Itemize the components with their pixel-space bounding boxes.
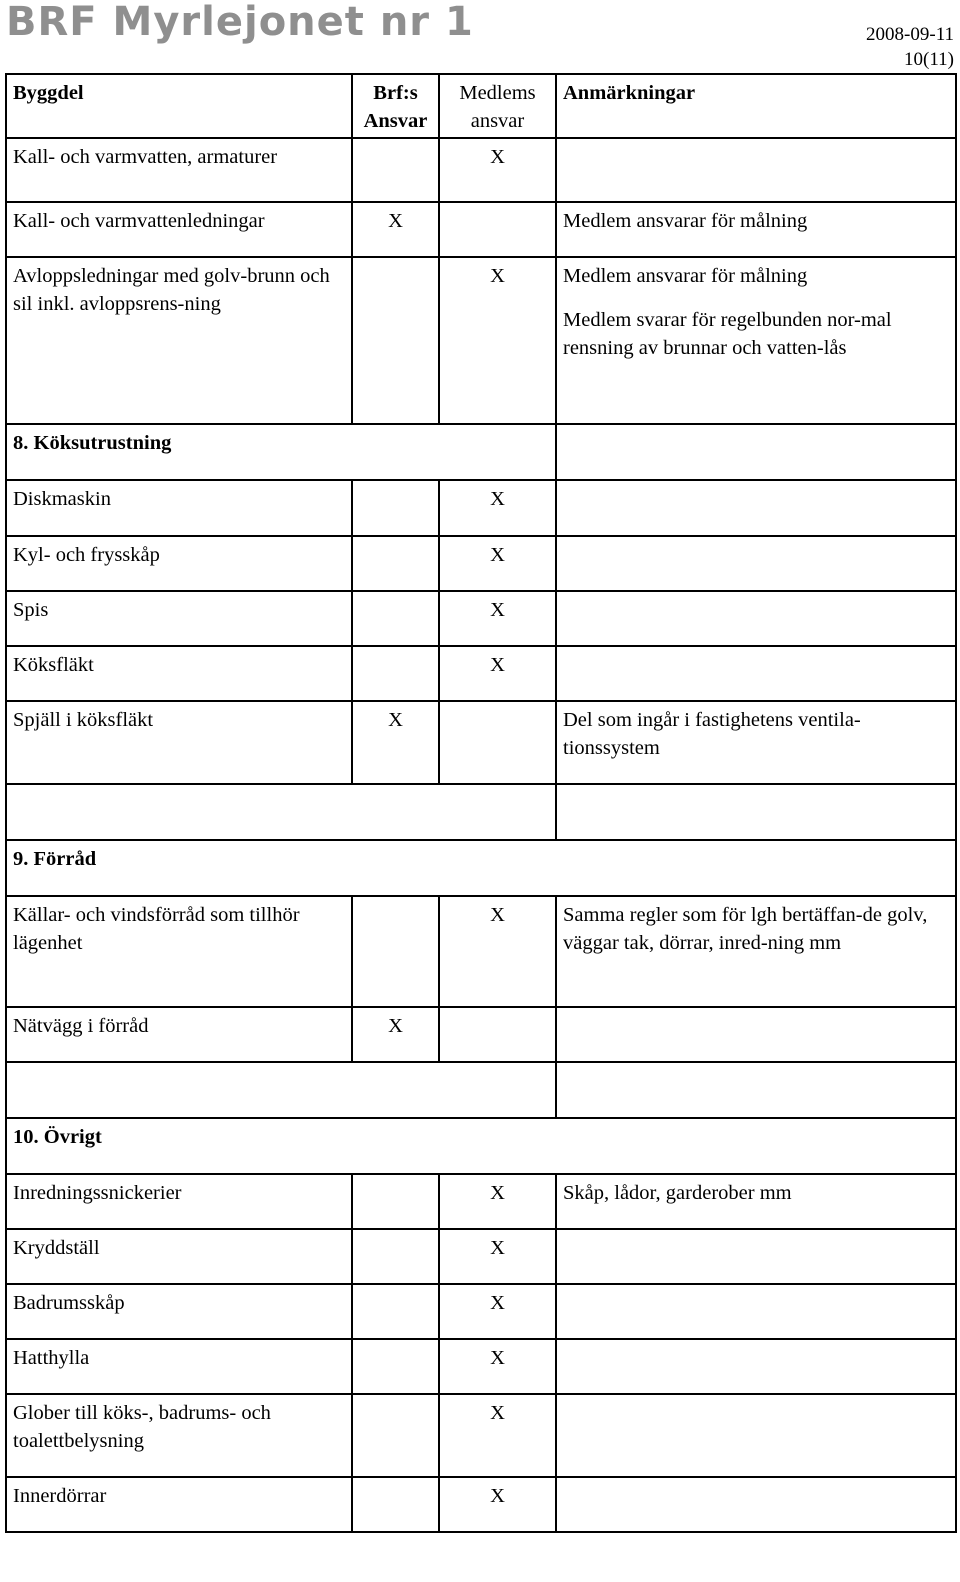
row-notes (556, 257, 956, 424)
section-row (6, 840, 956, 896)
row-notes (556, 1339, 956, 1394)
row-part: Avloppsledningar med golv-brunn och sil inkl. avloppsrens-ning (6, 257, 352, 424)
spacer-cell (6, 784, 556, 840)
table-row (6, 1229, 956, 1284)
section-row (6, 1118, 956, 1174)
table-row (6, 701, 956, 784)
row-part: Köksfläkt (6, 646, 352, 701)
row-member: X (439, 138, 556, 202)
table-row (6, 646, 956, 701)
row-brf: X (352, 1007, 439, 1062)
row-notes (556, 1394, 956, 1477)
row-member (439, 701, 556, 784)
row-member: X (439, 1477, 556, 1532)
row-brf (352, 138, 439, 202)
row-part: Källar- och vindsförråd som tillhör lägenhet (6, 896, 352, 1007)
spacer-row (6, 784, 956, 840)
row-member: X (439, 1284, 556, 1339)
row-part: Innerdörrar (6, 1477, 352, 1532)
section-heading: 8. Köksutrustning (6, 424, 556, 480)
row-member (439, 202, 556, 257)
row-member: X (439, 1229, 556, 1284)
table-row (6, 1284, 956, 1339)
association-logo: BRF Myrlejonet nr 1 (6, 0, 474, 45)
row-member: X (439, 896, 556, 1007)
row-notes: Samma regler som för lgh bertäffan-de golv, väggar tak, dörrar, inred-ning mm (556, 896, 956, 1007)
row-notes (556, 646, 956, 701)
row-brf (352, 896, 439, 1007)
spacer-row (6, 1062, 956, 1118)
row-brf (352, 257, 439, 424)
table-row (6, 536, 956, 591)
table-row (6, 1477, 956, 1532)
document-date: 2008-09-11 (866, 24, 954, 45)
row-notes: Skåp, lådor, garderober mm (556, 1174, 956, 1229)
table-header-row (6, 74, 956, 138)
responsibility-table (5, 73, 957, 1533)
row-member: X (439, 1339, 556, 1394)
column-header-notes: Anmärkningar (556, 74, 956, 138)
row-part: Spjäll i köksfläkt (6, 701, 352, 784)
row-part: Spis (6, 591, 352, 646)
row-part: Kall- och varmvatten, armaturer (6, 138, 352, 202)
table-row (6, 1007, 956, 1062)
table-row (6, 1394, 956, 1477)
table-row (6, 1174, 956, 1229)
column-header-member: Medlems ansvar (439, 74, 556, 138)
table-row (6, 138, 956, 202)
row-notes (556, 1229, 956, 1284)
table-row (6, 257, 956, 424)
table-row (6, 896, 956, 1007)
row-notes (556, 1284, 956, 1339)
row-part: Badrumsskåp (6, 1284, 352, 1339)
table-row (6, 202, 956, 257)
row-notes (556, 424, 956, 480)
row-part: Diskmaskin (6, 480, 352, 536)
section-row (6, 424, 956, 480)
row-part: Kyl- och frysskåp (6, 536, 352, 591)
row-notes: Del som ingår i fastighetens ventila-tionssystem (556, 701, 956, 784)
row-part: Glober till köks-, badrums- och toalettbelysning (6, 1394, 352, 1477)
row-member: X (439, 646, 556, 701)
row-notes (556, 1007, 956, 1062)
table-row (6, 1339, 956, 1394)
row-member: X (439, 591, 556, 646)
section-heading: 9. Förråd (6, 840, 956, 896)
row-brf (352, 480, 439, 536)
row-brf (352, 1477, 439, 1532)
row-part: Inredningssnickerier (6, 1174, 352, 1229)
spacer-cell (556, 784, 956, 840)
row-notes (556, 536, 956, 591)
row-part: Kall- och varmvattenledningar (6, 202, 352, 257)
row-brf (352, 1339, 439, 1394)
spacer-cell (6, 1062, 556, 1118)
spacer-cell (556, 1062, 956, 1118)
row-member (439, 1007, 556, 1062)
row-brf: X (352, 202, 439, 257)
column-header-part: Byggdel (6, 74, 352, 138)
row-notes (556, 1477, 956, 1532)
row-brf: X (352, 701, 439, 784)
row-notes (556, 591, 956, 646)
row-brf (352, 536, 439, 591)
row-notes: Medlem ansvarar för målning (556, 202, 956, 257)
table-row (6, 591, 956, 646)
row-member: X (439, 1174, 556, 1229)
row-brf (352, 1394, 439, 1477)
table-row (6, 480, 956, 536)
row-brf (352, 1174, 439, 1229)
row-member: X (439, 257, 556, 424)
row-part: Hatthylla (6, 1339, 352, 1394)
row-member: X (439, 1394, 556, 1477)
row-notes (556, 480, 956, 536)
row-brf (352, 646, 439, 701)
section-heading: 10. Övrigt (6, 1118, 956, 1174)
row-member: X (439, 480, 556, 536)
row-part: Nätvägg i förråd (6, 1007, 352, 1062)
page-number: 10(11) (904, 49, 954, 70)
row-brf (352, 1284, 439, 1339)
row-brf (352, 1229, 439, 1284)
row-brf (352, 591, 439, 646)
row-member: X (439, 536, 556, 591)
column-header-brf: Brf:s Ansvar (352, 74, 439, 138)
row-notes (556, 138, 956, 202)
row-part: Kryddställ (6, 1229, 352, 1284)
row-notes-line: Medlem svarar för regelbunden nor-mal rensning av brunnar och vatten-lås (563, 309, 892, 359)
row-notes-line: Medlem ansvarar för målning (563, 265, 808, 287)
